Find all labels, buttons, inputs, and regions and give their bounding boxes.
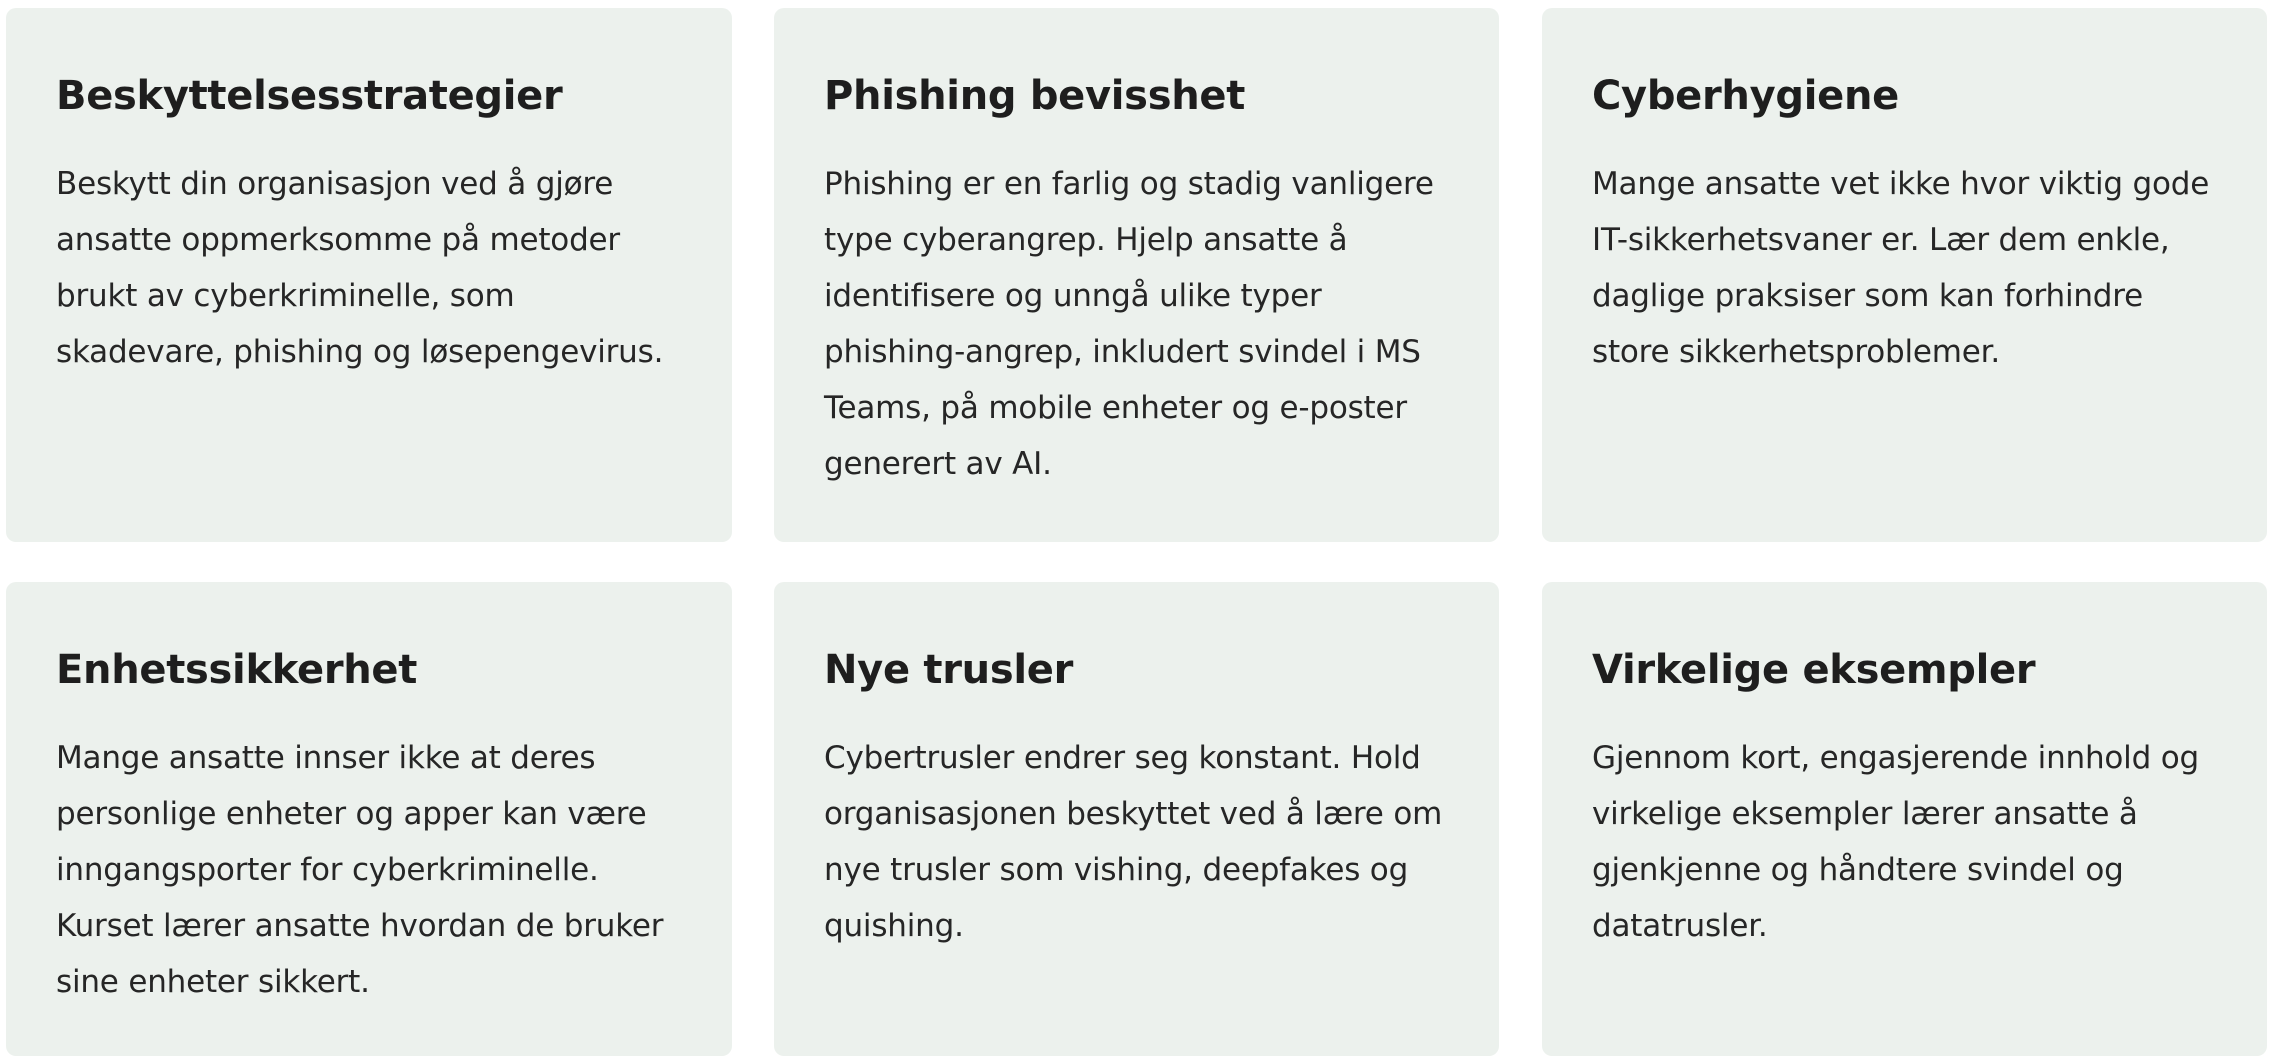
card-description: Phishing er en farlig og stadig vanligere type cyberangrep. Hjelp ansatte å identifisere og unngå ulike typer phishing-angrep, inkludert svindel i MS Teams, på mobile enheter og e-poster generert av AI. [824,166,1434,482]
card-description: Gjennom kort, engasjerende innhold og virkelige eksempler lærer ansatte å gjenkjenne og håndtere svindel og datatrusler. [1592,740,2199,944]
card-title: Enhetssikkerhet [56,647,418,693]
card-description: Beskytt din organisasjon ved å gjøre ansatte oppmerksomme på metoder brukt av cyberkriminelle, som skadevare, phishing og løsepengevirus. [56,166,664,370]
card-title: Phishing bevisshet [824,73,1246,119]
card-phishing-bevisshet [774,8,1499,542]
card-title: Virkelige eksempler [1592,647,2036,693]
card-description: Mange ansatte innser ikke at deres personlige enheter og apper kan være inngangsporter for cyberkriminelle. Kurset lærer ansatte hvordan de bruker sine enheter sikkert. [56,740,664,1000]
card-cyberhygiene [1542,8,2267,542]
card-nye-trusler [774,582,1499,1056]
card-title: Cyberhygiene [1592,73,1899,119]
card-description: Mange ansatte vet ikke hvor viktig gode IT-sikkerhetsvaner er. Lær dem enkle, daglige praksiser som kan forhindre store sikkerhetsproblemer. [1592,166,2210,370]
card-title: Nye trusler [824,647,1074,693]
card-description: Cybertrusler endrer seg konstant. Hold organisasjonen beskyttet ved å lære om nye trusler som vishing, deepfakes og quishing. [824,740,1443,944]
card-beskyttelsesstrategier [6,8,732,542]
card-enhetssikkerhet [6,582,732,1056]
card-title: Beskyttelsesstrategier [56,73,563,119]
card-virkelige-eksempler [1542,582,2267,1056]
